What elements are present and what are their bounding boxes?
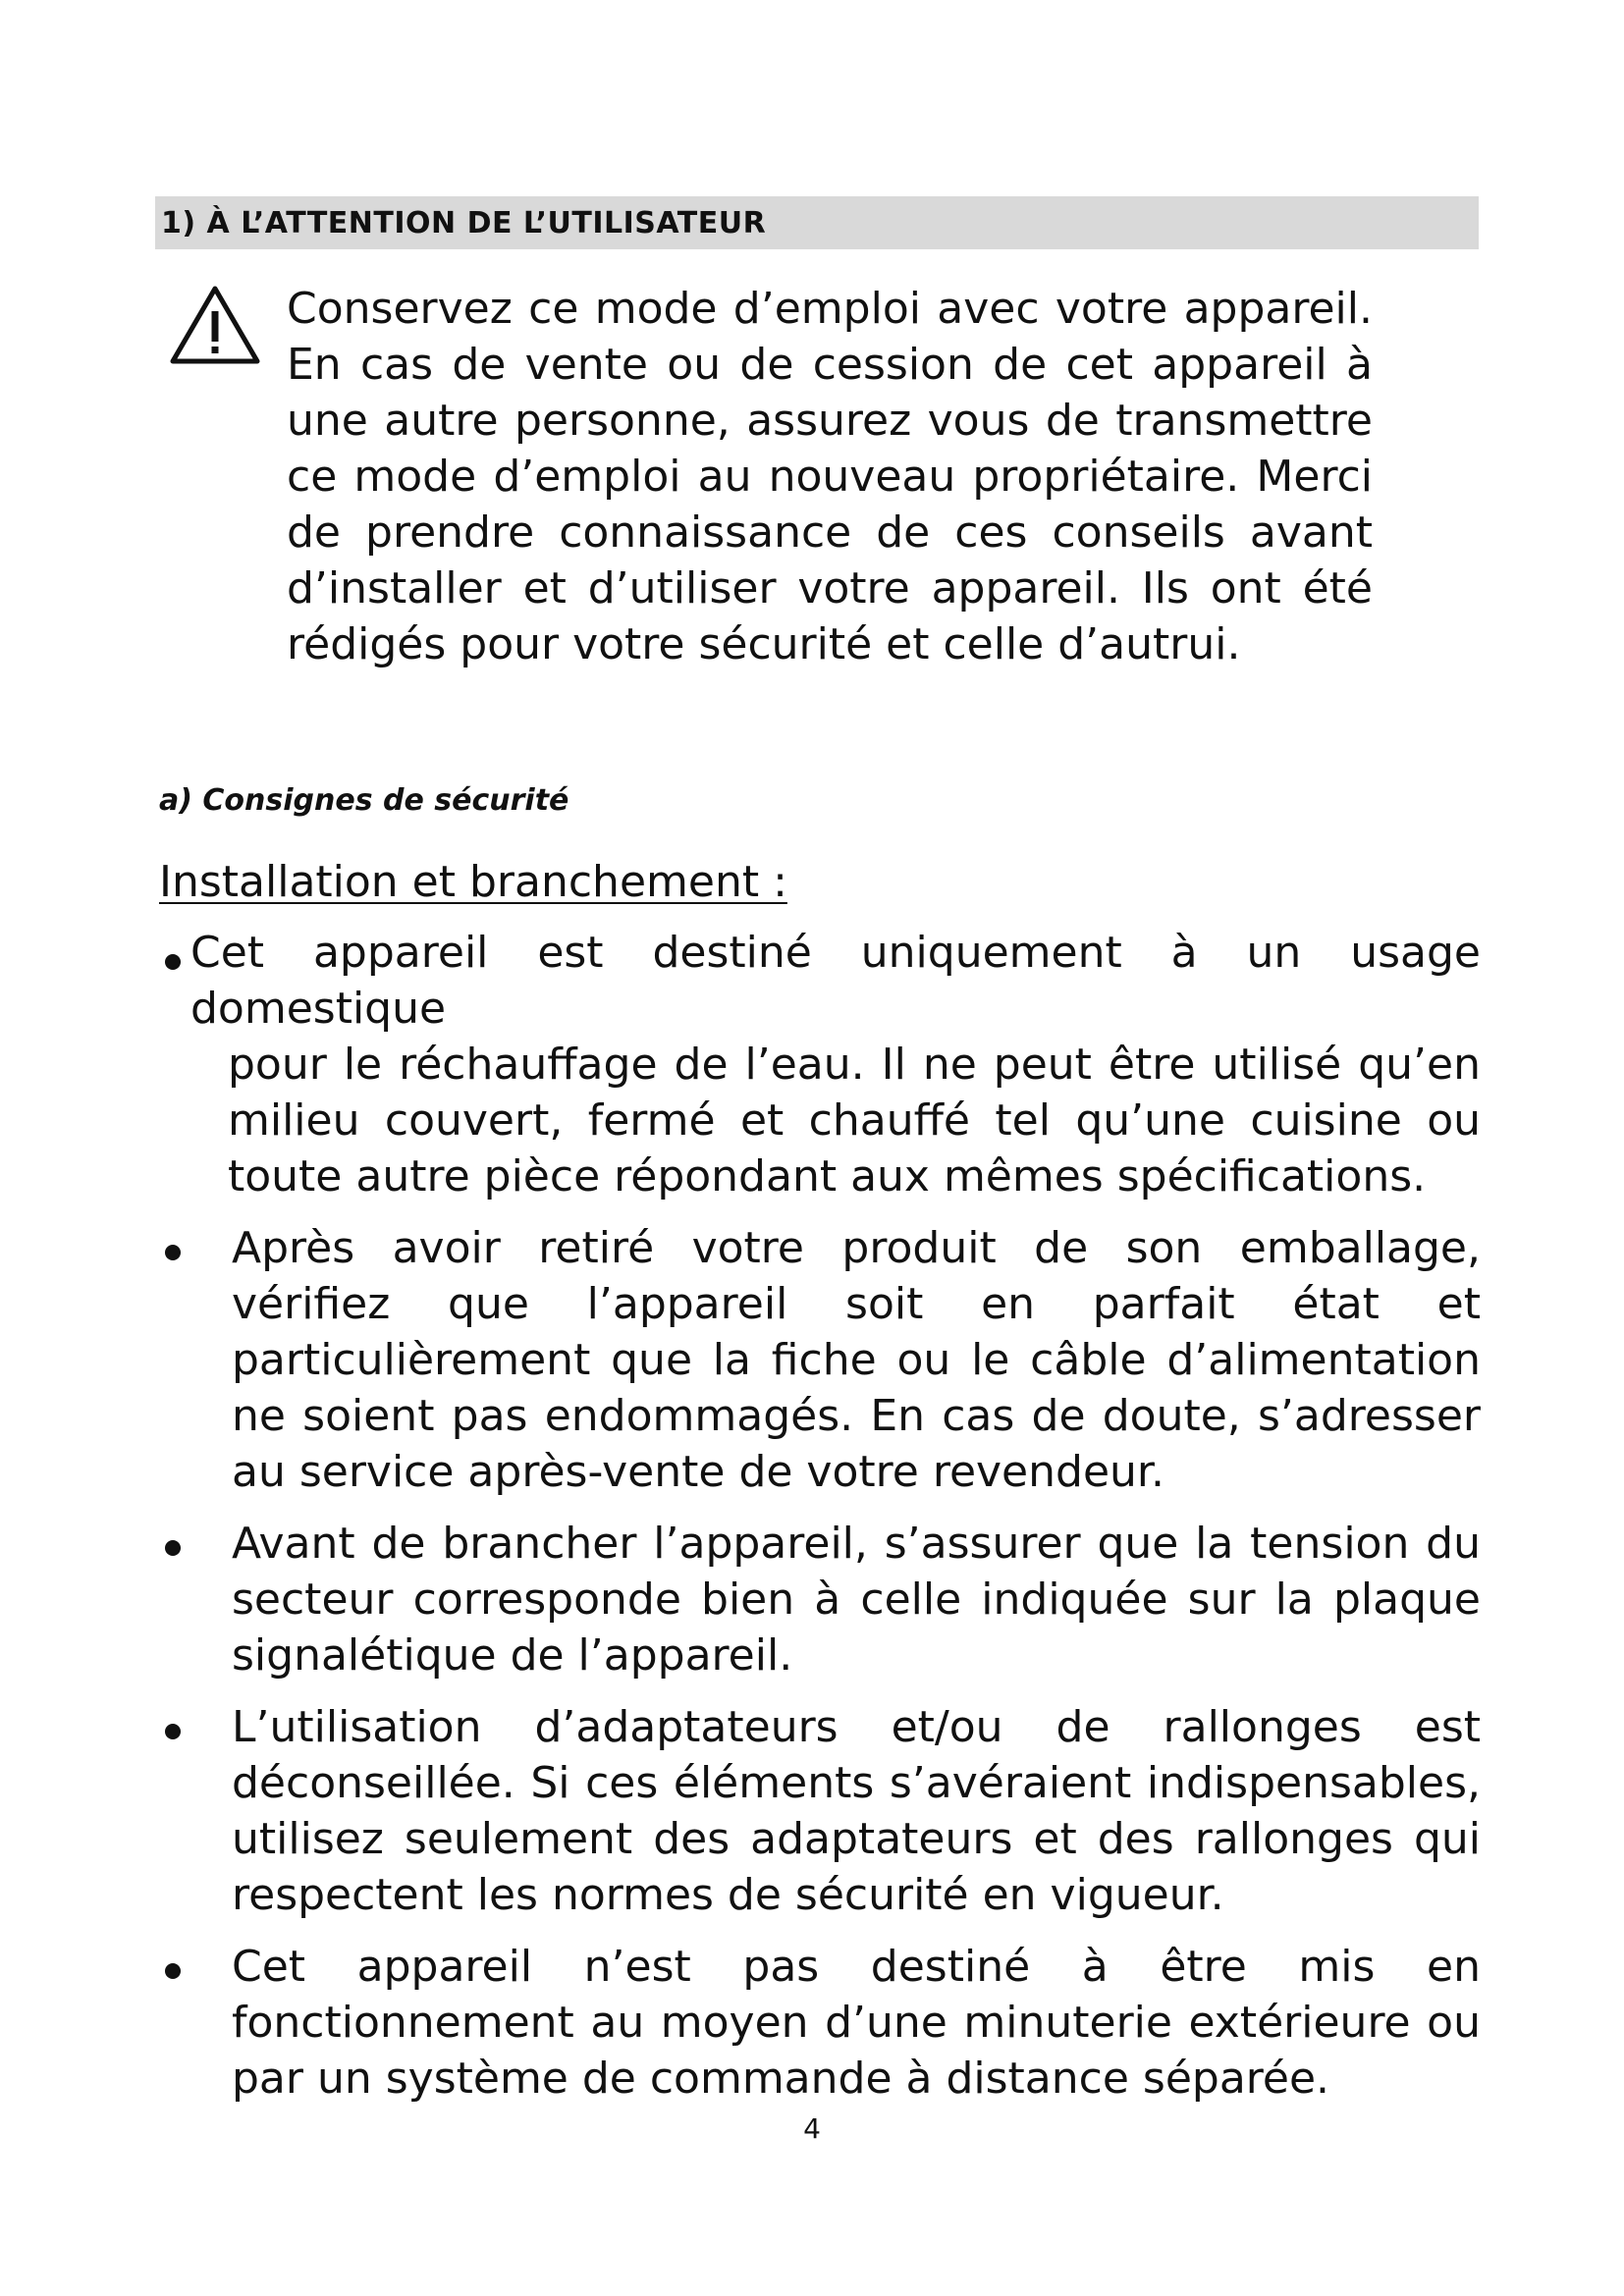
list-item-text (190, 925, 1481, 1204)
bullet-icon (165, 1540, 181, 1556)
safety-instructions-list (157, 925, 1481, 2122)
page-number: 4 (803, 2112, 821, 2145)
bullet-icon (165, 1245, 181, 1260)
bullet-icon (165, 1963, 181, 1979)
bullet-icon (165, 954, 181, 970)
list-item-text: Cet appareil n’est pas destiné à être mis en fonctionnement au moyen d’une minuterie extérieure ou par un système de commande à distance séparée. (232, 1942, 1481, 2104)
list-item-first-line: Cet appareil est destiné uniquement à un usage domestique (190, 928, 1481, 1034)
bullet-icon (165, 1724, 181, 1739)
list-item-continuation: pour le réchauffage de l’eau. Il ne peut être utilisé qu’en milieu couvert, fermé et chauffé tel qu’une cuisine ou toute autre pièce répondant aux mêmes spécifications. (228, 1040, 1481, 1201)
installation-heading: Installation et branchement : (159, 857, 787, 907)
subsection-title: a) Consignes de sécurité (159, 783, 569, 818)
list-item-text: L’utilisation d’adaptateurs et/ou de rallonges est déconseillée. Si ces éléments s’avéraient indispensables, utilisez seulement des adaptateurs et des rallonges qui respectent les normes de sécurité en vigueur. (232, 1702, 1481, 1920)
list-item (157, 1699, 1481, 1923)
list-item-text: Avant de brancher l’appareil, s’assurer que la tension du secteur corresponde bien à celle indiquée sur la plaque signalétique de l’appareil. (232, 1519, 1481, 1681)
section-title: 1) À L’ATTENTION DE L’UTILISATEUR (161, 206, 767, 240)
list-item (157, 1220, 1481, 1500)
warning-paragraph: Conservez ce mode d’emploi avec votre appareil. En cas de vente ou de cession de cet appareil à une autre personne, assurez vous de transmettre ce mode d’emploi au nouveau propriétaire. Merci de prendre connaissance de ces conseils avant d’installer et d’utiliser votre appareil. Ils ont été rédigés pour votre sécurité et celle d’autrui. (287, 284, 1373, 669)
list-item (157, 1939, 1481, 2107)
list-item (157, 1516, 1481, 1683)
list-item (157, 925, 1481, 1204)
list-item-text: Après avoir retiré votre produit de son emballage, vérifiez que l’appareil soit en parfait état et particulièrement que la fiche ou le câble d’alimentation ne soient pas endommagés. En cas de doute, s’adresser au service après-vente de votre revendeur. (232, 1223, 1481, 1497)
warning-triangle-icon (169, 285, 261, 365)
